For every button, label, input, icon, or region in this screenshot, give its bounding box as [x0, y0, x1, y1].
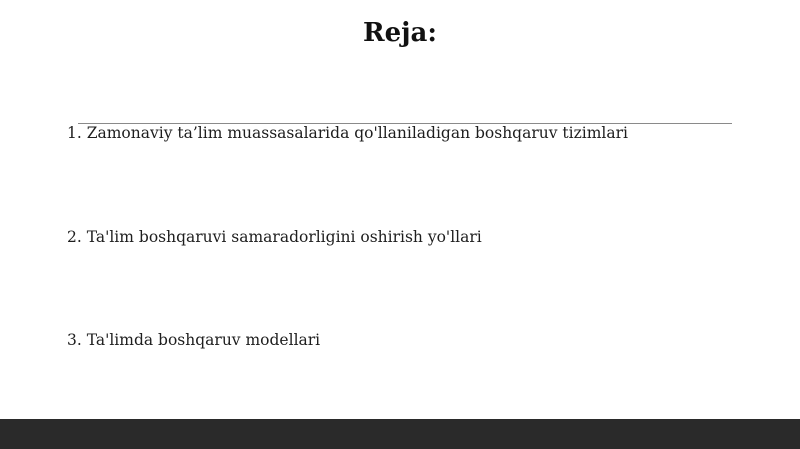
plan-item-1: 1. Zamonaviy ta’lim muassasalarida qo'llaniladigan boshqaruv tizimlari	[67, 124, 628, 142]
slide-title: Reja:	[362, 18, 437, 48]
bottom-toolbar	[0, 419, 800, 449]
plan-item-2: 2. Ta'lim boshqaruvi samaradorligini oshirish yo'llari	[67, 228, 482, 246]
plan-item-3: 3. Ta'limda boshqaruv modellari	[67, 331, 321, 349]
